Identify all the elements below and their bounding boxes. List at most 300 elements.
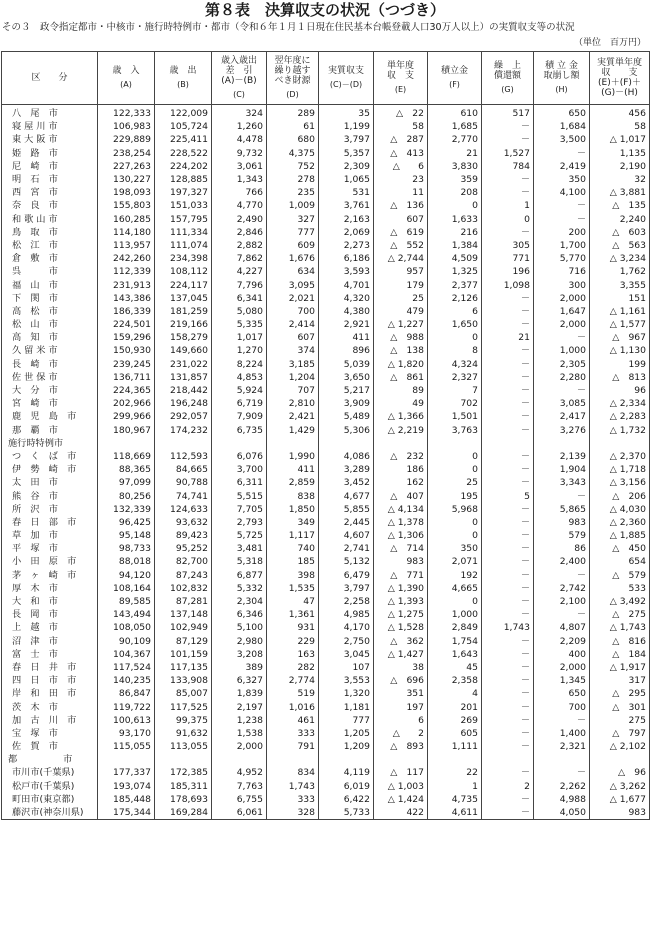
table-cell: 1,016: [267, 700, 319, 713]
table-cell: －: [482, 700, 534, 713]
table-cell: 6,422: [319, 793, 374, 806]
row-label: 奈 良 市: [2, 199, 98, 212]
table-cell: 1,684: [534, 120, 590, 133]
table-cell: 198,093: [98, 186, 155, 199]
row-label: 小 田 原 市: [2, 555, 98, 568]
row-label: 鹿 児 島 市: [2, 410, 98, 423]
table-cell: 269: [428, 714, 482, 727]
table-cell: 282: [267, 661, 319, 674]
table-cell: 3,830: [428, 160, 482, 173]
table-cell: －: [482, 648, 534, 661]
table-cell: 4,100: [534, 186, 590, 199]
table-cell: 3,185: [267, 358, 319, 371]
table-cell: 609: [267, 239, 319, 252]
table-row: [2, 516, 650, 529]
row-label: 春 日 井 市: [2, 661, 98, 674]
column-header-label: 歳 入: [112, 66, 140, 76]
table-row: [2, 608, 650, 621]
table-cell: 5,515: [212, 489, 267, 502]
row-label: 大 和 市: [2, 595, 98, 608]
table-cell: △ 563: [590, 239, 650, 252]
table-cell: 7,796: [212, 278, 267, 291]
table-cell: －: [482, 674, 534, 687]
table-cell: －: [534, 213, 590, 226]
table-cell: 196,248: [155, 397, 212, 410]
table-row: [2, 555, 650, 568]
table-cell: △ 206: [590, 489, 650, 502]
column-header: [590, 52, 650, 105]
table-row: [2, 105, 650, 121]
row-label: 熊 谷 市: [2, 489, 98, 502]
column-header-label: 歳入歳出: [220, 56, 257, 66]
table-cell: －: [482, 714, 534, 727]
table-cell: 119,722: [98, 700, 155, 713]
table-cell: 324: [212, 105, 267, 121]
table-cell: △ 450: [590, 542, 650, 555]
table-cell: －: [482, 516, 534, 529]
table-row: [2, 621, 650, 634]
table-cell: －: [482, 727, 534, 740]
table-cell: 239,245: [98, 358, 155, 371]
table-cell: △ 797: [590, 727, 650, 740]
table-cell: △ 1,424: [374, 793, 428, 806]
table-cell: △ 232: [374, 450, 428, 463]
table-cell: 197,327: [155, 186, 212, 199]
table-cell: △ 1,732: [590, 424, 650, 437]
table-cell: 219,166: [155, 318, 212, 331]
table-cell: 350: [428, 542, 482, 555]
table-cell: △ 3,234: [590, 252, 650, 265]
table-cell: 6: [374, 714, 428, 727]
table-cell: [534, 437, 590, 450]
table-cell: －: [482, 384, 534, 397]
table-cell: [155, 753, 212, 766]
table-cell: 2,100: [534, 595, 590, 608]
page-title: 第８表 決算収支の状況（つづき）: [204, 1, 445, 19]
table-cell: △ 603: [590, 226, 650, 239]
table-cell: 351: [374, 687, 428, 700]
table-cell: 2,490: [212, 213, 267, 226]
table-cell: △ 1,393: [374, 595, 428, 608]
table-cell: 2,414: [267, 318, 319, 331]
table-cell: 2,305: [534, 358, 590, 371]
table-cell: 838: [267, 489, 319, 502]
table-cell: 1,754: [428, 635, 482, 648]
column-header-label: 実質単年度: [596, 58, 642, 68]
table-cell: －: [482, 476, 534, 489]
table-cell: 533: [590, 582, 650, 595]
table-cell: 479: [374, 305, 428, 318]
table-cell: 242,260: [98, 252, 155, 265]
table-cell: 5,217: [319, 384, 374, 397]
table-cell: 1,000: [534, 344, 590, 357]
table-cell: 224,202: [155, 160, 212, 173]
header-row: [2, 52, 650, 105]
table-row: [2, 661, 650, 674]
table-cell: 185,448: [98, 793, 155, 806]
table-cell: －: [534, 489, 590, 502]
table-cell: －: [482, 661, 534, 674]
table-cell: △ 295: [590, 687, 650, 700]
row-label: 福 山 市: [2, 278, 98, 291]
table-cell: 179: [374, 278, 428, 291]
table-row: [2, 213, 650, 226]
table-cell: △ 1,390: [374, 582, 428, 595]
row-label: 町田市(東京都): [2, 793, 98, 806]
table-cell: 4,086: [319, 450, 374, 463]
table-cell: －: [482, 358, 534, 371]
table-row: [2, 687, 650, 700]
table-cell: 983: [374, 555, 428, 568]
table-cell: 2,069: [319, 226, 374, 239]
table-cell: [267, 437, 319, 450]
table-cell: 193,074: [98, 780, 155, 793]
table-cell: △ 714: [374, 542, 428, 555]
table-cell: 1: [428, 780, 482, 793]
table-cell: 32: [590, 173, 650, 186]
table-cell: 896: [319, 344, 374, 357]
table-cell: 106,983: [98, 120, 155, 133]
table-cell: 98,733: [98, 542, 155, 555]
table-cell: 102,832: [155, 582, 212, 595]
table-cell: 180,967: [98, 424, 155, 437]
table-cell: －: [534, 608, 590, 621]
table-row: [2, 120, 650, 133]
table-row: [2, 384, 650, 397]
table-cell: 359: [428, 173, 482, 186]
row-label: 寝 屋 川 市: [2, 120, 98, 133]
table-cell: 200: [534, 226, 590, 239]
table-cell: 1,111: [428, 740, 482, 753]
table-cell: 186,339: [98, 305, 155, 318]
table-cell: 85,007: [155, 687, 212, 700]
table-cell: 610: [428, 105, 482, 121]
table-cell: 6,877: [212, 569, 267, 582]
table-cell: 58: [590, 120, 650, 133]
table-cell: 149,660: [155, 344, 212, 357]
table-cell: 61: [267, 120, 319, 133]
section-row: [2, 437, 650, 450]
unit-label: （単位 百万円）: [573, 38, 646, 48]
table-cell: 177,337: [98, 766, 155, 779]
table-cell: 0: [428, 529, 482, 542]
table-cell: 86: [534, 542, 590, 555]
table-cell: 186: [374, 463, 428, 476]
table-row: [2, 780, 650, 793]
table-cell: 707: [267, 384, 319, 397]
table-cell: 162: [374, 476, 428, 489]
table-cell: 174,232: [155, 424, 212, 437]
table-cell: 5,357: [319, 147, 374, 160]
table-cell: 5,855: [319, 503, 374, 516]
table-cell: 3,909: [319, 397, 374, 410]
table-cell: [590, 437, 650, 450]
table-cell: 4,375: [267, 147, 319, 160]
table-cell: 3,289: [319, 463, 374, 476]
column-header-label: 償還額: [493, 71, 521, 81]
row-label: 富 士 市: [2, 648, 98, 661]
table-cell: 1,850: [267, 503, 319, 516]
table-cell: 4: [428, 687, 482, 700]
table-cell: △ 988: [374, 331, 428, 344]
table-cell: 231,913: [98, 278, 155, 291]
table-cell: 4,050: [534, 806, 590, 820]
table-cell: △ 2,102: [590, 740, 650, 753]
table-cell: 4,853: [212, 371, 267, 384]
table-cell: 87,243: [155, 569, 212, 582]
table-cell: －: [482, 410, 534, 423]
table-cell: 128,885: [155, 173, 212, 186]
table-cell: 4,770: [212, 199, 267, 212]
table-row: [2, 160, 650, 173]
table-cell: [319, 753, 374, 766]
column-header: [267, 52, 319, 105]
table-cell: [212, 437, 267, 450]
table-cell: 4,380: [319, 305, 374, 318]
table-cell: △ 1,885: [590, 529, 650, 542]
table-cell: 114,180: [98, 226, 155, 239]
column-header-label: 取崩し額: [543, 71, 580, 81]
table-cell: △ 117: [374, 766, 428, 779]
row-label: 四 日 市 市: [2, 674, 98, 687]
table-cell: 3,343: [534, 476, 590, 489]
table-cell: 88,018: [98, 555, 155, 568]
table-cell: 3,481: [212, 542, 267, 555]
table-cell: 185,311: [155, 780, 212, 793]
table-cell: △ 1,677: [590, 793, 650, 806]
column-header-label: 繰り越す: [274, 66, 311, 76]
table-cell: 143,494: [98, 608, 155, 621]
table-cell: 275: [590, 714, 650, 727]
table-cell: 58: [374, 120, 428, 133]
table-cell: 22: [428, 766, 482, 779]
table-cell: 133,908: [155, 674, 212, 687]
table-cell: [590, 753, 650, 766]
table-cell: 2,882: [212, 239, 267, 252]
table-cell: 0: [482, 213, 534, 226]
table-cell: 234,398: [155, 252, 212, 265]
table-cell: 1,429: [267, 424, 319, 437]
table-cell: 150,930: [98, 344, 155, 357]
table-cell: 2,742: [534, 582, 590, 595]
table-cell: 155,803: [98, 199, 155, 212]
table-cell: 7,763: [212, 780, 267, 793]
table-cell: 2,921: [319, 318, 374, 331]
table-cell: 101,159: [155, 648, 212, 661]
table-row: [2, 463, 650, 476]
table-cell: 411: [319, 331, 374, 344]
table-cell: －: [482, 463, 534, 476]
table-cell: 1,098: [482, 278, 534, 291]
column-header-label: 区 分: [31, 73, 68, 83]
table-row: [2, 344, 650, 357]
table-cell: 5: [482, 489, 534, 502]
table-cell: 185: [267, 555, 319, 568]
table-cell: 124,633: [155, 503, 212, 516]
table-cell: 702: [428, 397, 482, 410]
table-cell: 35: [319, 105, 374, 121]
row-label: 沼 津 市: [2, 635, 98, 648]
table-cell: 93,170: [98, 727, 155, 740]
table-cell: 82,700: [155, 555, 212, 568]
table-cell: 91,632: [155, 727, 212, 740]
table-row: [2, 714, 650, 727]
table-cell: 5,335: [212, 318, 267, 331]
table-cell: △ 1,130: [590, 344, 650, 357]
column-header: [98, 52, 155, 105]
table-row: [2, 700, 650, 713]
table-cell: 137,045: [155, 292, 212, 305]
table-cell: △ 813: [590, 371, 650, 384]
table-cell: [374, 437, 428, 450]
table-cell: 2,849: [428, 621, 482, 634]
table-cell: 4,227: [212, 265, 267, 278]
table-cell: 5,332: [212, 582, 267, 595]
table-cell: △ 1,820: [374, 358, 428, 371]
table-cell: 113,957: [98, 239, 155, 252]
table-cell: 1,238: [212, 714, 267, 727]
table-cell: 122,333: [98, 105, 155, 121]
table-cell: 11: [374, 186, 428, 199]
row-label: 宝 塚 市: [2, 727, 98, 740]
table-cell: 7,705: [212, 503, 267, 516]
table-row: [2, 292, 650, 305]
table-cell: －: [482, 793, 534, 806]
table-cell: 195: [428, 489, 482, 502]
row-label: 那 覇 市: [2, 424, 98, 437]
table-cell: △ 696: [374, 674, 428, 687]
table-cell: 2,421: [267, 410, 319, 423]
table-row: [2, 595, 650, 608]
table-row: [2, 186, 650, 199]
table-cell: 0: [428, 463, 482, 476]
table-cell: 2,280: [534, 371, 590, 384]
table-cell: 151,033: [155, 199, 212, 212]
table-cell: 118,669: [98, 450, 155, 463]
table-cell: 5,100: [212, 621, 267, 634]
table-cell: △ 413: [374, 147, 428, 160]
table-cell: 8: [428, 344, 482, 357]
table-cell: [319, 437, 374, 450]
table-cell: 2,304: [212, 595, 267, 608]
table-cell: －: [482, 740, 534, 753]
table-cell: 607: [374, 213, 428, 226]
column-header-code: (F): [449, 80, 460, 89]
table-cell: 350: [534, 173, 590, 186]
table-cell: 1,065: [319, 173, 374, 186]
table-cell: 104,367: [98, 648, 155, 661]
table-cell: 89,585: [98, 595, 155, 608]
row-label: 加 古 川 市: [2, 714, 98, 727]
table-cell: △ 2,744: [374, 252, 428, 265]
table-cell: △ 136: [374, 199, 428, 212]
table-row: [2, 410, 650, 423]
table-cell: －: [482, 133, 534, 146]
table-cell: 88,365: [98, 463, 155, 476]
table-cell: 650: [534, 687, 590, 700]
table-cell: 654: [590, 555, 650, 568]
table-cell: 983: [534, 516, 590, 529]
table-row: [2, 503, 650, 516]
table-cell: 3,452: [319, 476, 374, 489]
table-cell: －: [482, 226, 534, 239]
table-cell: 113,055: [155, 740, 212, 753]
table-cell: 3,700: [212, 463, 267, 476]
column-header-label: 歳 出: [169, 66, 197, 76]
settlement-table: [1, 51, 650, 820]
table-row: [2, 766, 650, 779]
table-cell: 7: [428, 384, 482, 397]
column-header-label: (E)＋(F)＋: [598, 78, 641, 88]
table-cell: 461: [267, 714, 319, 727]
table-cell: 1,685: [428, 120, 482, 133]
table-cell: 1,633: [428, 213, 482, 226]
table-cell: 108,112: [155, 265, 212, 278]
table-row: [2, 529, 650, 542]
table-cell: 3,761: [319, 199, 374, 212]
table-cell: 3,797: [319, 582, 374, 595]
table-cell: 235: [267, 186, 319, 199]
row-label: 鳥 取 市: [2, 226, 98, 239]
column-header-label: 翌年度に: [274, 56, 311, 66]
column-header-code: (C): [233, 90, 245, 99]
table-cell: 292,057: [155, 410, 212, 423]
table-cell: 2,139: [534, 450, 590, 463]
table-cell: 3,095: [267, 278, 319, 291]
column-header-code: (A): [120, 80, 132, 89]
table-cell: 0: [428, 199, 482, 212]
table-cell: 227,263: [98, 160, 155, 173]
column-header-label: 単年度: [386, 61, 414, 71]
table-cell: 158,279: [155, 331, 212, 344]
table-cell: 197: [374, 700, 428, 713]
table-cell: －: [482, 608, 534, 621]
table-cell: 1,700: [534, 239, 590, 252]
table-cell: △ 301: [590, 700, 650, 713]
table-cell: 1,501: [428, 410, 482, 423]
table-cell: 140,235: [98, 674, 155, 687]
table-cell: 172,385: [155, 766, 212, 779]
table-cell: 2,358: [428, 674, 482, 687]
table-cell: 531: [319, 186, 374, 199]
table-cell: 2,859: [267, 476, 319, 489]
table-cell: 680: [267, 133, 319, 146]
row-label: 呉 市: [2, 265, 98, 278]
row-label: 厚 木 市: [2, 582, 98, 595]
table-cell: △ 1,577: [590, 318, 650, 331]
table-cell: 700: [534, 700, 590, 713]
table-cell: 6,186: [319, 252, 374, 265]
row-label: 太 田 市: [2, 476, 98, 489]
table-cell: 0: [428, 516, 482, 529]
table-row: [2, 133, 650, 146]
table-cell: △ 135: [590, 199, 650, 212]
table-cell: △ 96: [590, 766, 650, 779]
table-cell: 1,650: [428, 318, 482, 331]
table-cell: －: [482, 806, 534, 820]
table-cell: 115,055: [98, 740, 155, 753]
table-cell: 2,021: [267, 292, 319, 305]
table-cell: △ 4,134: [374, 503, 428, 516]
table-cell: 766: [212, 186, 267, 199]
table-cell: 1,345: [534, 674, 590, 687]
table-cell: 6,076: [212, 450, 267, 463]
table-cell: 317: [590, 674, 650, 687]
table-cell: 374: [267, 344, 319, 357]
table-row: [2, 305, 650, 318]
table-cell: 102,949: [155, 621, 212, 634]
table-cell: 130,227: [98, 173, 155, 186]
